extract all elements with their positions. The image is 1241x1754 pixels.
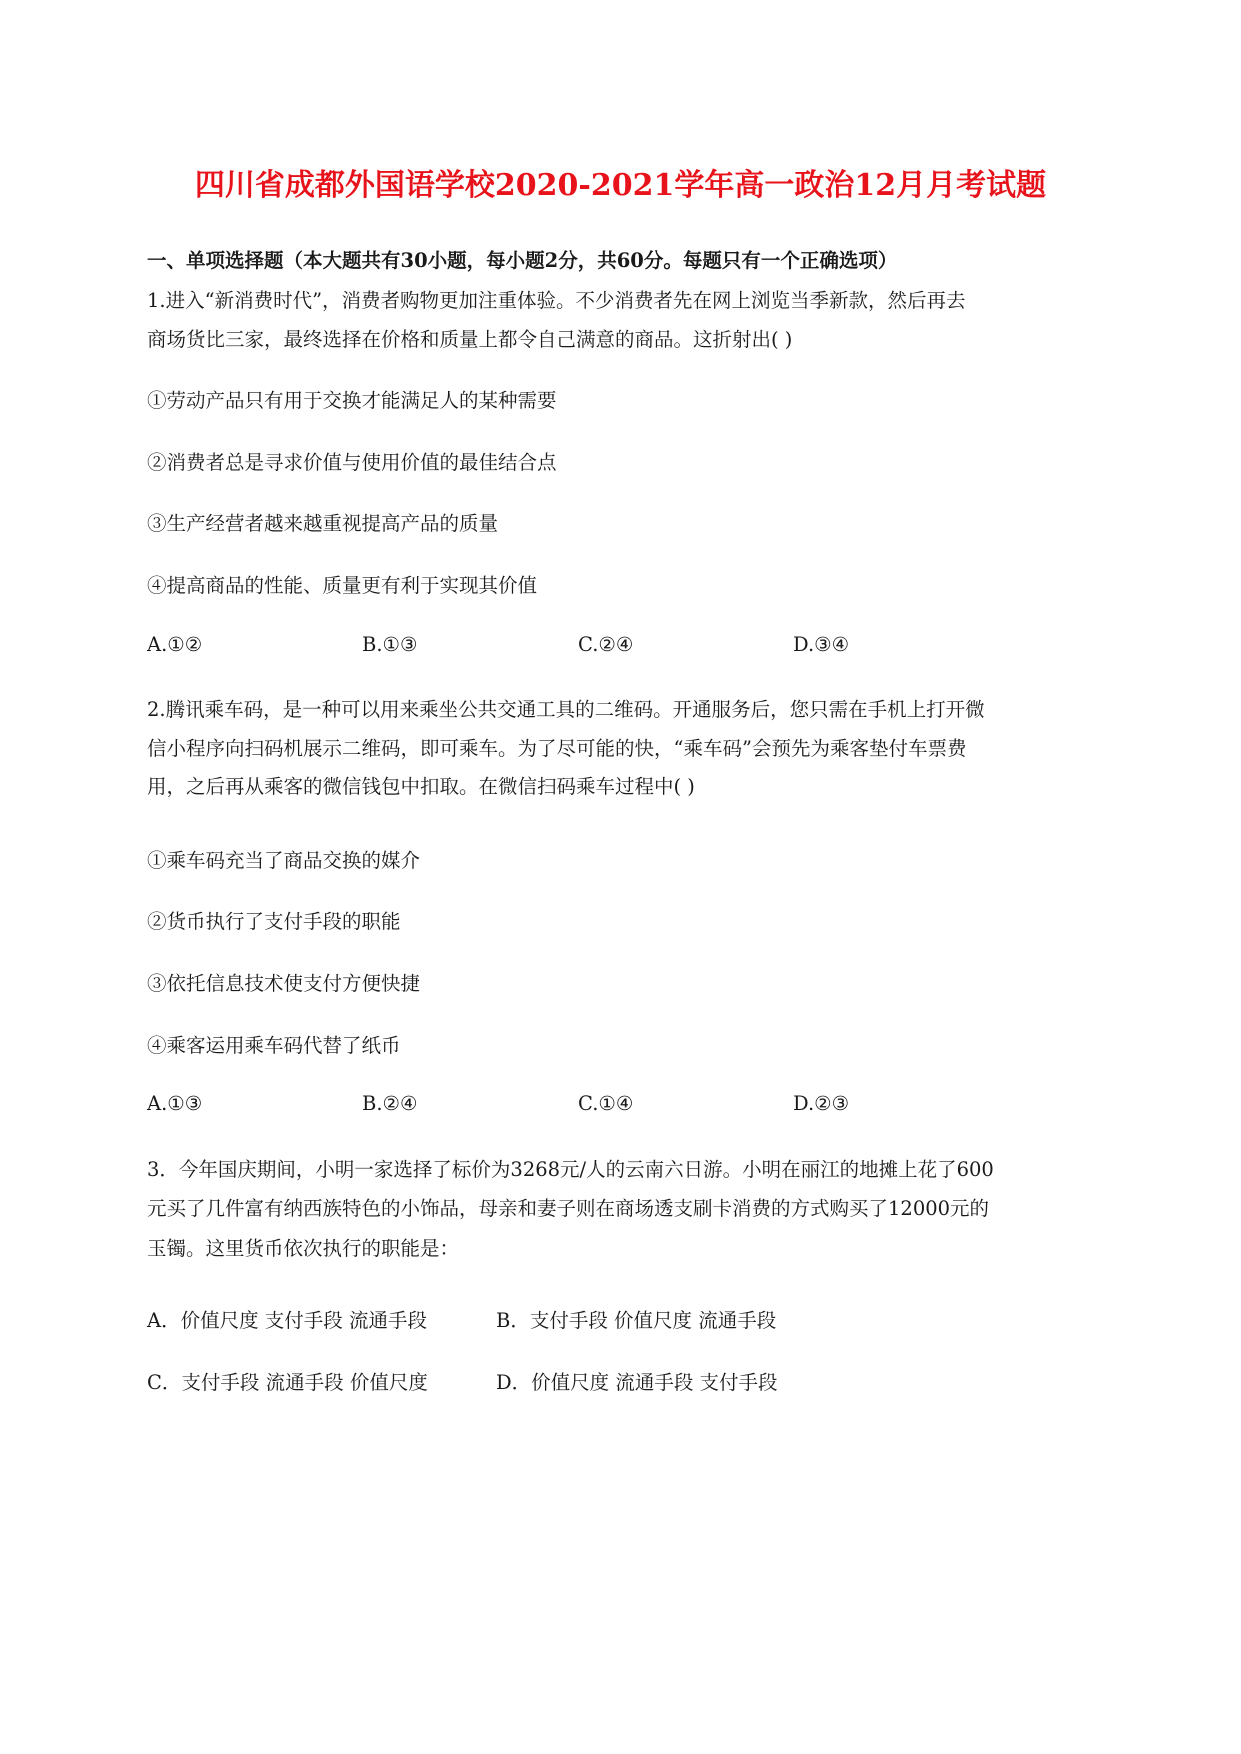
question-3-option-c: C．支付手段 流通手段 价值尺度 [147,1371,428,1394]
question-1-stem-line-1: 1.进入“新消费时代”，消费者购物更加注重体验。不少消费者先在网上浏览当季新款，然后再去 [147,289,966,312]
question-2-option-a: A.①③ [147,1092,203,1115]
question-2-option-b: B.②④ [362,1092,418,1115]
question-2-option-c: C.①④ [578,1092,634,1115]
question-3-stem-line-2: 元买了几件富有纳西族特色的小饰品，母亲和妻子则在商场透支刷卡消费的方式购买了12000元的 [147,1197,990,1220]
question-2-stem-line-1: 2.腾讯乘车码，是一种可以用来乘坐公共交通工具的二维码。开通服务后，您只需在手机上打开微 [147,698,985,721]
question-2-stem-line-2: 信小程序向扫码机展示二维码，即可乘车。为了尽可能的快，“乘车码”会预先为乘客垫付车票费 [147,737,967,760]
question-1-option-b: B.①③ [362,633,418,656]
question-2-stem-line-3: 用，之后再从乘客的微信钱包中扣取。在微信扫码乘车过程中( ) [147,775,695,798]
question-1-statement-4: ④提高商品的性能、质量更有利于实现其价值 [147,574,538,597]
question-3-stem-line-3: 玉镯。这里货币依次执行的职能是： [147,1237,460,1260]
question-2-statement-1: ①乘车码充当了商品交换的媒介 [147,849,421,872]
question-2-statement-3: ③依托信息技术使支付方便快捷 [147,972,421,995]
question-1-option-a: A.①② [147,633,203,656]
question-1-statement-1: ①劳动产品只有用于交换才能满足人的某种需要 [147,389,557,412]
question-3-option-b: B．支付手段 价值尺度 流通手段 [496,1309,777,1332]
page-title: 四川省成都外国语学校2020-2021学年高一政治12月月考试题 [194,168,1047,203]
question-1-statement-3: ③生产经营者越来越重视提高产品的质量 [147,512,499,535]
section-heading: 一、单项选择题（本大题共有30小题，每小题2分，共60分。每题只有一个正确选项） [147,249,898,272]
question-2-statement-4: ④乘客运用乘车码代替了纸币 [147,1034,401,1057]
question-1-statement-2: ②消费者总是寻求价值与使用价值的最佳结合点 [147,451,557,474]
question-1-option-c: C.②④ [578,633,634,656]
question-3-stem-line-1: 3．今年国庆期间，小明一家选择了标价为3268元/人的云南六日游。小明在丽江的地摊上花了600 [147,1158,994,1181]
question-3-option-d: D．价值尺度 流通手段 支付手段 [496,1371,778,1394]
question-2-statement-2: ②货币执行了支付手段的职能 [147,910,401,933]
question-1-option-d: D.③④ [793,633,850,656]
question-2-option-d: D.②③ [793,1092,850,1115]
question-1-stem-line-2: 商场货比三家，最终选择在价格和质量上都令自己满意的商品。这折射出( ) [147,328,793,351]
question-3-option-a: A．价值尺度 支付手段 流通手段 [147,1309,427,1332]
